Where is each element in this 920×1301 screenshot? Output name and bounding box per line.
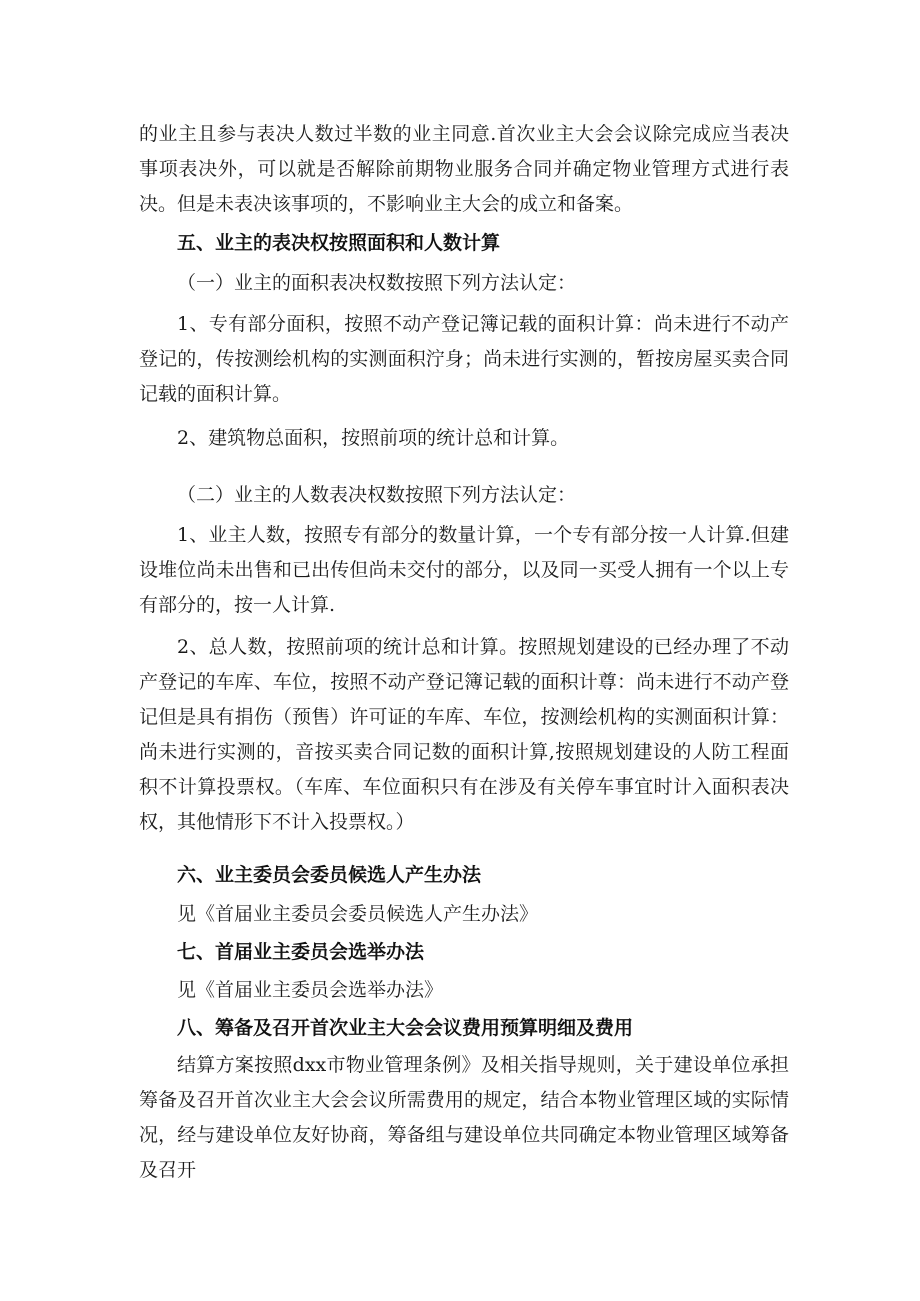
paragraph-exclusive-area: 1、专有部分面积，按照不动产登记簿记载的面积计算：尚未进行不动产登记的，传按测绘机构的实测面积泞身；尚未进行实测的，暂按房屋买卖合同记载的面积计算。	[139, 313, 789, 405]
section-heading-8: 八、筹备及召开首次业主大会会议费用预算明细及费用	[177, 1017, 634, 1039]
section-heading-5: 五、业主的表决权按照面积和人数计算	[177, 232, 501, 254]
section-heading-6: 六、业主委员会委员候选人产生办法	[177, 864, 482, 886]
paragraph-total-count: 2、总人数，按照前项的统计总和计算。按照规划建设的已经办理了不动产登记的车库、车位，按照不动产登记簿记载的面积计尊：尚未进行不动产登记但是具有捐伤（预售）许可证的车库、车位，按测绘机构的实测面积计算：尚未进行实测的，音按买卖合同记数的面积计算,按照规划建设的人防工程面积不计算投票权。（车库、车位面积只有在涉及有关停车事宜时计入面积表决权，其他情形下不计入投票权。）	[139, 636, 789, 833]
paragraph-settlement-plan: 结算方案按照dxx市物业管理条例》及相关指导规则，关于建设单位承担筹备及召开首次业主大会会议所需费用的规定，结合本物业管理区域的实际情况，经与建设单位友好协商，筹备组与建设单位共同确定本物业管理区域筹备及召开	[139, 1054, 789, 1181]
paragraph-owner-count: 1、业主人数，按照专有部分的数量计算，一个专有部分按一人计算.但建设堆位尚未出售和已出传但尚未交付的部分，以及同一买受人拥有一个以上专有部分的，按一人计算.	[139, 524, 789, 616]
paragraph-total-area: 2、建筑物总面积，按照前项的统计总和计算。	[177, 427, 570, 449]
subsection-area-voting: （一）业主的面积表决权数按照下列方法认定：	[177, 272, 577, 294]
reference-candidate-method: 见《首届业主委员会委员候选人产生办法》	[177, 903, 539, 925]
reference-election-method: 见《首届业主委员会选举办法》	[177, 979, 444, 1001]
paragraph-voting-approval: 的业主且参与表决人数过半数的业主同意.首次业主大会会议除完成应当表决事项表决外，可以就是否解除前期物业服务合同并确定物业管理方式进行表决。但是未表决该事项的，不影响业主大会的成立和备案。	[139, 123, 789, 215]
subsection-headcount-voting: （二）业主的人数表决权数按照下列方法认定：	[177, 484, 577, 506]
section-heading-7: 七、首届业主委员会选举办法	[177, 941, 425, 963]
